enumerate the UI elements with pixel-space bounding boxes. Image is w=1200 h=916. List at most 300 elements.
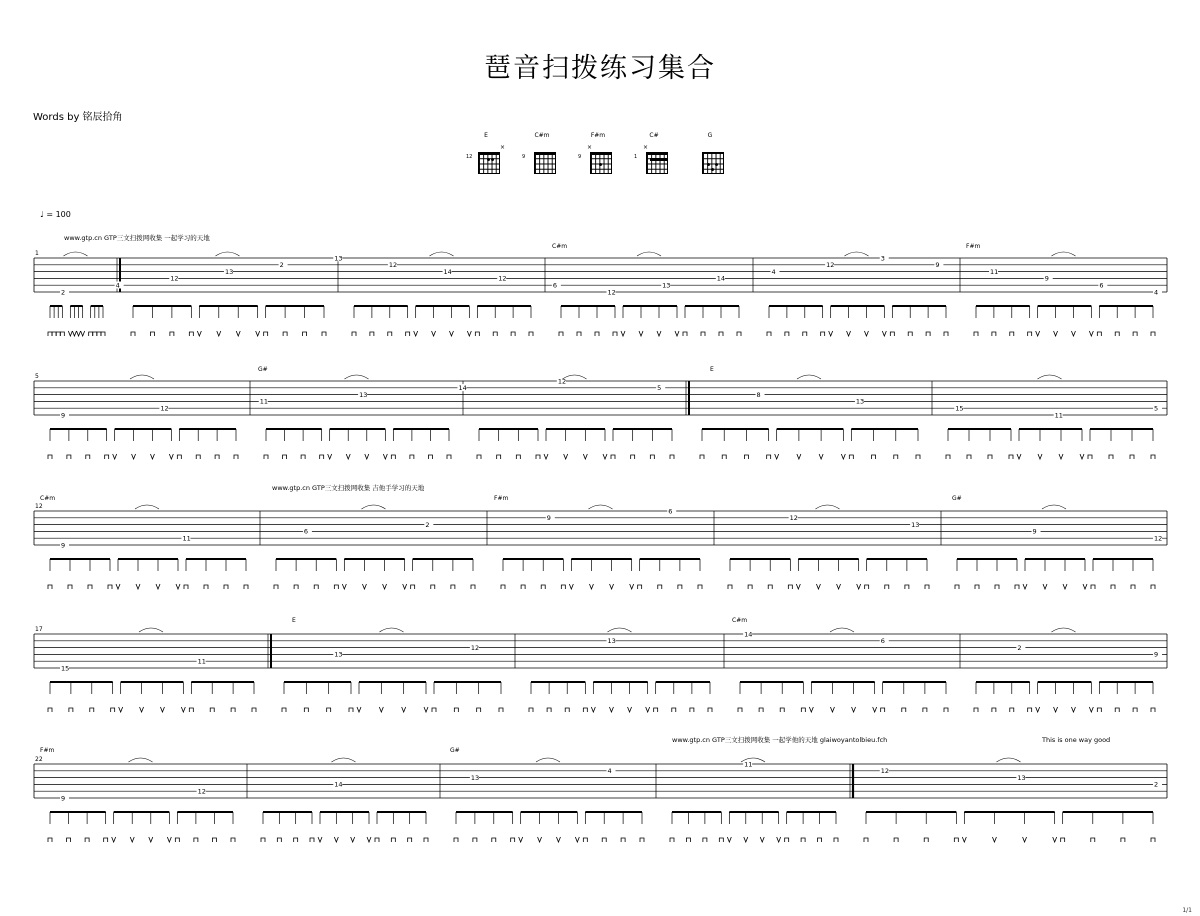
upstroke-icon [236, 331, 240, 336]
downstroke-icon [424, 838, 428, 842]
upstroke-icon [992, 837, 996, 842]
downstroke-icon [471, 585, 475, 589]
downstroke-icon [565, 708, 569, 712]
downstroke-icon [131, 332, 135, 336]
tie-arc [589, 505, 613, 509]
downstroke-icon [497, 455, 501, 459]
section-label: F#m [40, 747, 55, 754]
downstroke-icon [475, 332, 479, 336]
downstroke-icon [86, 455, 90, 459]
downstroke-icon [529, 332, 533, 336]
downstroke-icon [175, 838, 179, 842]
upstroke-icon [591, 707, 595, 712]
downstroke-icon [700, 455, 704, 459]
downstroke-icon [995, 585, 999, 589]
upstroke-icon [116, 584, 120, 589]
downstroke-icon [737, 332, 741, 336]
downstroke-icon [1028, 332, 1032, 336]
downstroke-icon [349, 708, 353, 712]
downstroke-icon [738, 708, 742, 712]
section-label: C#m [40, 495, 56, 502]
downstroke-icon [583, 838, 587, 842]
upstroke-icon [318, 837, 322, 842]
upstroke-icon [873, 707, 877, 712]
fret-number: 13 [1017, 773, 1026, 782]
upstroke-icon [217, 331, 221, 336]
tie-arc [637, 252, 661, 256]
upstroke-icon [882, 331, 886, 336]
fret-number: 12 [607, 288, 616, 297]
downstroke-icon [210, 708, 214, 712]
upstroke-icon [467, 331, 471, 336]
fret-number: 9 [61, 794, 66, 803]
fret-number: 4 [115, 281, 120, 290]
downstroke-icon [310, 838, 314, 842]
upstroke-icon [1071, 707, 1075, 712]
downstroke-icon [477, 708, 481, 712]
fret-number: 13 [334, 254, 343, 263]
fret-number: 12 [470, 643, 480, 652]
fret-number: 14 [334, 780, 343, 789]
upstroke-icon [841, 454, 845, 459]
upstroke-icon [1036, 331, 1040, 336]
measure-number: 1 [35, 250, 39, 257]
downstroke-icon [320, 455, 324, 459]
fret-number: 12 [170, 274, 179, 283]
fret-number: 9 [61, 541, 66, 550]
upstroke-icon [1089, 331, 1093, 336]
fret-number: 9 [1044, 274, 1049, 283]
fret-number: 9 [935, 261, 940, 270]
downstroke-icon [294, 838, 298, 842]
downstroke-icon [67, 455, 71, 459]
downstroke-icon [294, 585, 298, 589]
fret-number: 12 [197, 787, 206, 796]
tie-arc [816, 505, 840, 509]
downstroke-icon [88, 585, 92, 589]
downstroke-icon [370, 332, 374, 336]
fret-number: 5 [1154, 404, 1159, 413]
watermark-text: www.gtp.cn GTP三文扫拨网收集 一起学习的天地 [64, 234, 210, 242]
downstroke-icon [264, 455, 268, 459]
upstroke-icon [256, 331, 260, 336]
fret-number: 6 [880, 637, 885, 646]
downstroke-icon [785, 838, 789, 842]
downstroke-icon [244, 585, 248, 589]
score-title: 琶音扫拨练习集合 [484, 53, 716, 84]
downstroke-icon [885, 585, 889, 589]
upstroke-icon [1054, 707, 1058, 712]
upstroke-icon [351, 837, 355, 842]
downstroke-icon [631, 455, 635, 459]
upstroke-icon [646, 707, 650, 712]
upstroke-icon [1036, 707, 1040, 712]
downstroke-icon [277, 838, 281, 842]
downstroke-icon [477, 455, 481, 459]
downstroke-icon [301, 455, 305, 459]
downstroke-icon [577, 332, 581, 336]
downstroke-icon [613, 332, 617, 336]
upstroke-icon [197, 331, 201, 336]
downstroke-icon [212, 838, 216, 842]
tempo-marking: ♩ = 100 [40, 210, 71, 219]
downstroke-icon [916, 455, 920, 459]
downstroke-icon [454, 838, 458, 842]
downstroke-icon [767, 332, 771, 336]
chord-fret: 1 [634, 154, 638, 160]
downstroke-icon [926, 332, 930, 336]
upstroke-icon [119, 707, 123, 712]
downstroke-icon [744, 455, 748, 459]
downstroke-icon [1131, 585, 1135, 589]
downstroke-icon [375, 838, 379, 842]
downstroke-icon [1091, 838, 1095, 842]
upstroke-icon [403, 584, 407, 589]
downstroke-icon [283, 332, 287, 336]
downstroke-icon [391, 455, 395, 459]
upstroke-icon [365, 454, 369, 459]
downstroke-icon [670, 455, 674, 459]
upstroke-icon [1038, 454, 1042, 459]
downstroke-icon [48, 455, 52, 459]
downstroke-icon [894, 838, 898, 842]
upstroke-icon [657, 331, 661, 336]
downstroke-icon [48, 585, 52, 589]
tie-arc [135, 505, 159, 509]
downstroke-icon [521, 585, 525, 589]
downstroke-icon [511, 838, 515, 842]
upstroke-icon [1083, 584, 1087, 589]
downstroke-icon [511, 332, 515, 336]
downstroke-icon [621, 838, 625, 842]
downstroke-icon [559, 332, 563, 336]
tie-arc [362, 505, 386, 509]
upstroke-icon [1063, 584, 1067, 589]
downstroke-icon [150, 332, 154, 336]
upstroke-icon [136, 584, 140, 589]
downstroke-icon [314, 585, 318, 589]
downstroke-icon [1097, 332, 1101, 336]
fret-number: 6 [303, 527, 309, 536]
downstroke-icon [834, 838, 838, 842]
upstroke-icon [569, 584, 573, 589]
downstroke-icon [1109, 455, 1113, 459]
downstroke-icon [231, 708, 235, 712]
downstroke-icon [406, 332, 410, 336]
downstroke-icon [654, 708, 658, 712]
fret-number: 4 [607, 767, 612, 776]
upstroke-icon [1054, 331, 1058, 336]
section-label: E [292, 617, 296, 624]
tie-arc [536, 758, 560, 762]
downstroke-icon [788, 585, 792, 589]
downstroke-icon [196, 455, 200, 459]
chord-fret: 9 [522, 154, 526, 160]
downstroke-icon [536, 455, 540, 459]
downstroke-icon [48, 332, 52, 336]
mute-icon: × [643, 144, 649, 151]
upstroke-icon [342, 584, 346, 589]
fret-number: 15 [61, 664, 70, 673]
downstroke-icon [975, 585, 979, 589]
downstroke-icon [583, 708, 587, 712]
downstroke-icon [428, 455, 432, 459]
upstroke-icon [362, 584, 366, 589]
upstroke-icon [610, 584, 614, 589]
upstroke-icon [176, 584, 180, 589]
fret-number: 2 [61, 288, 66, 297]
downstroke-icon [1133, 708, 1137, 712]
downstroke-icon [170, 332, 174, 336]
fret-number: 13 [607, 637, 616, 646]
tie-arc [830, 628, 854, 632]
fret-number: 14 [443, 267, 452, 276]
upstroke-icon [775, 454, 779, 459]
downstroke-icon [105, 455, 109, 459]
downstroke-icon [303, 332, 307, 336]
downstroke-icon [703, 838, 707, 842]
section-label: F#m [966, 243, 981, 250]
tie-arc [1042, 505, 1066, 509]
chord-name: C#m [534, 132, 550, 139]
upstroke-icon [852, 707, 856, 712]
upstroke-icon [149, 837, 153, 842]
downstroke-icon [719, 838, 723, 842]
tie-arc [332, 758, 356, 762]
downstroke-icon [923, 708, 927, 712]
downstroke-icon [1121, 838, 1125, 842]
upstroke-icon [414, 331, 418, 336]
tie-arc [130, 375, 154, 379]
downstroke-icon [411, 585, 415, 589]
downstroke-icon [865, 585, 869, 589]
downstroke-icon [1061, 838, 1065, 842]
downstroke-icon [410, 455, 414, 459]
section-label: F#m [494, 495, 509, 502]
fret-number: 2 [1154, 780, 1159, 789]
downstroke-icon [785, 332, 789, 336]
measure-number: 5 [35, 373, 39, 380]
downstroke-icon [48, 708, 52, 712]
upstroke-icon [797, 454, 801, 459]
section-label: G# [258, 366, 268, 373]
fret-number: 9 [1032, 527, 1037, 536]
downstroke-icon [224, 585, 228, 589]
downstroke-icon [252, 708, 256, 712]
tie-arc [1052, 252, 1076, 256]
downstroke-icon [602, 838, 606, 842]
upstroke-icon [449, 331, 453, 336]
downstroke-icon [944, 708, 948, 712]
fret-number: 3 [880, 254, 885, 263]
chord-fret: 9 [578, 154, 582, 160]
chord-name: C# [649, 132, 659, 139]
upstroke-icon [181, 707, 185, 712]
downstroke-icon [1115, 332, 1119, 336]
downstroke-icon [492, 838, 496, 842]
upstroke-icon [167, 837, 171, 842]
upstroke-icon [727, 837, 731, 842]
downstroke-icon [767, 455, 771, 459]
fret-number: 2 [279, 261, 284, 270]
downstroke-icon [1133, 332, 1137, 336]
downstroke-icon [327, 708, 331, 712]
downstroke-icon [924, 838, 928, 842]
downstroke-icon [748, 585, 752, 589]
downstroke-icon [432, 708, 436, 712]
downstroke-icon [1028, 708, 1032, 712]
fret-number: 2 [425, 520, 430, 529]
downstroke-icon [801, 838, 805, 842]
upstroke-icon [857, 584, 861, 589]
downstroke-icon [1151, 838, 1155, 842]
downstroke-icon [801, 708, 805, 712]
downstroke-icon [670, 838, 674, 842]
upstroke-icon [519, 837, 523, 842]
downstroke-icon [818, 838, 822, 842]
downstroke-icon [974, 708, 978, 712]
downstroke-icon [1010, 332, 1014, 336]
downstroke-icon [529, 708, 533, 712]
downstroke-icon [388, 332, 392, 336]
chord-name: E [484, 132, 488, 139]
downstroke-icon [282, 708, 286, 712]
fret-number: 13 [224, 267, 234, 276]
upstroke-icon [962, 837, 966, 842]
fret-number: 4 [1154, 288, 1159, 297]
measure-number: 17 [35, 626, 43, 633]
fret-number: 13 [911, 520, 920, 529]
fret-number: 11 [259, 397, 269, 406]
upstroke-icon [777, 837, 781, 842]
fret-number: 14 [744, 630, 753, 639]
upstroke-icon [796, 584, 800, 589]
tie-arc [64, 252, 88, 256]
downstroke-icon [881, 708, 885, 712]
downstroke-icon [447, 455, 451, 459]
tie-arc [139, 628, 163, 632]
tie-arc [797, 375, 821, 379]
upstroke-icon [744, 837, 748, 842]
downstroke-icon [454, 708, 458, 712]
upstroke-icon [140, 707, 144, 712]
downstroke-icon [946, 455, 950, 459]
upstroke-icon [1080, 454, 1084, 459]
upstroke-icon [156, 584, 160, 589]
downstroke-icon [640, 838, 644, 842]
downstroke-icon [283, 455, 287, 459]
downstroke-icon [658, 585, 662, 589]
fret-number: 4 [771, 267, 776, 276]
upstroke-icon [328, 454, 332, 459]
downstroke-icon [1009, 455, 1013, 459]
fret-number: 13 [359, 390, 368, 399]
upstroke-icon [538, 837, 542, 842]
upstroke-icon [760, 837, 764, 842]
upstroke-icon [589, 584, 593, 589]
tie-arc [997, 758, 1021, 762]
chord-name: F#m [590, 132, 606, 139]
upstroke-icon [357, 707, 361, 712]
fret-number: 11 [197, 657, 206, 666]
fret-number: 9 [61, 411, 66, 420]
upstroke-icon [367, 837, 371, 842]
downstroke-icon [698, 585, 702, 589]
downstroke-icon [304, 708, 308, 712]
fret-number: 11 [990, 267, 999, 276]
upstroke-icon [424, 707, 428, 712]
downstroke-icon [274, 585, 278, 589]
downstroke-icon [93, 332, 97, 336]
downstroke-icon [1097, 708, 1101, 712]
upstroke-icon [432, 331, 436, 336]
upstroke-icon [1023, 584, 1027, 589]
downstroke-icon [759, 708, 763, 712]
upstroke-icon [816, 584, 820, 589]
fret-number: 2 [1017, 643, 1022, 652]
fret-number: 9 [1154, 650, 1159, 659]
watermark-text: www.gtp.cn GTP三文扫拨网收集 吉他手学习的天地 [272, 484, 425, 492]
tie-arc [1052, 628, 1076, 632]
fret-number: 14 [716, 274, 726, 283]
downstroke-icon [1111, 585, 1115, 589]
downstroke-icon [708, 708, 712, 712]
downstroke-icon [1088, 455, 1092, 459]
downstroke-icon [184, 585, 188, 589]
downstroke-icon [215, 455, 219, 459]
downstroke-icon [872, 455, 876, 459]
upstroke-icon [379, 707, 383, 712]
downstroke-icon [67, 838, 71, 842]
downstroke-icon [493, 332, 497, 336]
downstroke-icon [89, 332, 93, 336]
fret-number: 12 [160, 404, 169, 413]
upstroke-icon [68, 331, 72, 336]
upstroke-icon [864, 331, 868, 336]
downstroke-icon [177, 455, 181, 459]
upstroke-icon [630, 584, 634, 589]
downstroke-icon [894, 455, 898, 459]
downstroke-icon [768, 585, 772, 589]
upstroke-icon [1089, 707, 1093, 712]
fret-number: 12 [826, 261, 835, 270]
fret-number: 15 [955, 404, 964, 413]
downstroke-icon [650, 455, 654, 459]
downstroke-icon [955, 585, 959, 589]
downstroke-icon [85, 838, 89, 842]
upstroke-icon [383, 584, 387, 589]
fret-number: 5 [657, 384, 662, 393]
downstroke-icon [90, 708, 94, 712]
tie-arc [430, 252, 454, 256]
downstroke-icon [967, 455, 971, 459]
chord-fret: 12 [466, 154, 473, 160]
upstroke-icon [132, 454, 136, 459]
upstroke-icon [628, 707, 632, 712]
upstroke-icon [346, 454, 350, 459]
section-label: E [710, 366, 714, 373]
measure-number: 12 [35, 503, 43, 510]
fret-number: 13 [855, 397, 865, 406]
upstroke-icon [81, 331, 85, 336]
downstroke-icon [849, 455, 853, 459]
tie-arc [129, 758, 153, 762]
downstroke-icon [264, 332, 268, 336]
upstroke-icon [603, 454, 607, 459]
downstroke-icon [234, 455, 238, 459]
downstroke-icon [1151, 708, 1155, 712]
upstroke-icon [830, 707, 834, 712]
